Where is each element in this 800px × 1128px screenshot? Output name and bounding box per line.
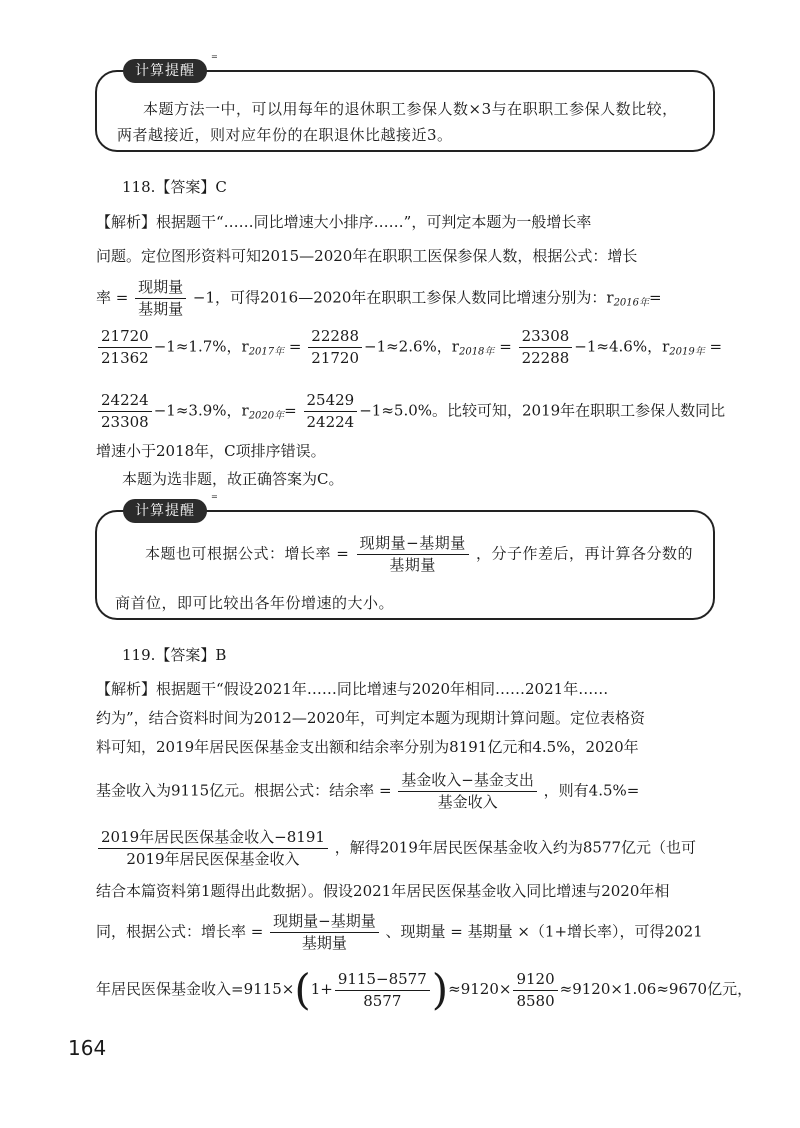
fraction-denominator: 21720 (311, 349, 359, 367)
q119-analysis-line-4 (96, 771, 639, 812)
result-2020: −1≈5.0%。比较可知，2019年在职职工参保人数同比 (359, 401, 726, 420)
reminder-2-line-2: 商首位，即可比较出各年份增速的大小。 (115, 594, 395, 612)
reminder-tab-1: 计算提醒 (123, 59, 207, 83)
q118-formula-line-2 (96, 391, 725, 432)
fraction-numerator: 23308 (519, 327, 573, 348)
subscript-2019: 2019年 (669, 346, 705, 358)
sparkle-icon: ⁼ (211, 52, 218, 67)
q119-analysis-line-1: 【解析】根据题干“假设2021年……同比增速与2020年相同……2021年…… (96, 680, 609, 698)
fraction-numerator: 基金收入−基金支出 (398, 771, 537, 792)
fraction-2017 (308, 327, 362, 368)
q118-rate-label: 率 = (96, 288, 129, 307)
calc-reminder-box-1 (95, 52, 715, 152)
subscript-2017: 2017年 (248, 346, 285, 358)
fraction-denominator: 8580 (516, 991, 555, 1010)
equals-sign: = (499, 337, 512, 356)
q119-answer-label: 119.【答案】B (122, 646, 227, 664)
fraction-2018 (519, 327, 573, 368)
subscript-2018: 2018年 (458, 346, 495, 358)
fraction-numerator: 现期量−基期量 (357, 534, 469, 555)
subscript-2020: 2020年 (248, 410, 285, 422)
q118-analysis-line-2: 问题。定位图形资料可知2015—2020年在职职工医保参保人数，根据公式：增长 (96, 247, 638, 265)
calc-reminder-box-2 (95, 492, 715, 620)
fraction-growth (335, 970, 430, 1011)
q119-line-4-prefix: 基金收入为9115亿元。根据公式：结余率 = (96, 781, 392, 800)
q119-line-8-prefix: 年居民医保基金收入=9115× (96, 980, 295, 998)
q118-analysis-line-5: 增速小于2018年，C项排序错误。 (96, 442, 326, 460)
fraction-numerator: 24224 (98, 391, 152, 412)
fraction-current-over-base (135, 278, 186, 319)
q118-formula-line-1 (96, 327, 722, 368)
fraction-denominator: 23308 (101, 413, 149, 431)
approx-mid: ≈9120× (448, 980, 512, 998)
q119-line-4-suffix: ，则有4.5%= (543, 781, 640, 800)
q119-analysis-line-3: 料可知，2019年居民医保基金支出额和结余率分别为8191亿元和4.5%，2020年 (96, 738, 639, 756)
fraction-2019 (98, 391, 152, 432)
q118-answer-label: 118.【答案】C (122, 178, 227, 196)
fraction-2020 (304, 391, 358, 432)
result-2016: −1≈1.7%，r (153, 337, 249, 356)
q119-analysis-line-7 (96, 912, 703, 953)
fraction-growth-rate (357, 534, 469, 575)
result-2018: −1≈4.6%，r (574, 337, 670, 356)
right-paren: ) (431, 965, 449, 1014)
fraction-denominator: 21362 (101, 349, 149, 367)
fraction-numerator: 22288 (308, 327, 362, 348)
q119-line-7-prefix: 同，根据公式：增长率 = (96, 922, 264, 941)
q118-line-3-text: −1，可得2016—2020年在职职工参保人数同比增速分别为：r (192, 288, 614, 307)
fraction-numerator: 现期量 (135, 278, 186, 299)
left-paren: ( (294, 965, 311, 1014)
reminder-2-prefix: 本题也可根据公式：增长率 = (145, 544, 350, 563)
equals-sign: = (288, 337, 302, 356)
q119-analysis-line-5 (96, 828, 696, 869)
fraction-2019-income (98, 828, 328, 869)
fraction-denominator: 8577 (363, 991, 402, 1010)
q118-conclusion: 本题为选非题，故正确答案为C。 (122, 470, 344, 488)
q119-line-8-suffix: ≈9120×1.06≈9670亿元， (559, 980, 753, 998)
equals-sign: = (284, 401, 297, 420)
q119-analysis-line-8 (96, 965, 753, 1014)
fraction-denominator: 22288 (521, 349, 570, 367)
fraction-denominator: 基期量 (138, 300, 184, 318)
q119-line-5-suffix: ，解得2019年居民医保基金收入约为8577亿元（也可 (334, 838, 697, 857)
reminder-2-suffix: ，分子作差后，再计算各分数的 (475, 544, 693, 563)
q119-line-7-suffix: 、现期量 = 基期量 ×（1+增长率），可得2021 (385, 922, 703, 941)
page-number: 164 (68, 1036, 107, 1060)
reminder-1-line-2: 两者越接近，则对应年份的在职退休比越接近3。 (117, 126, 453, 144)
q119-analysis-line-2: 约为”，结合资料时间为2012—2020年，可判定本题为现期计算问题。定位表格资 (96, 709, 646, 727)
q118-analysis-line-1: 【解析】根据题干“……同比增速大小排序……”，可判定本题为一般增长率 (96, 213, 592, 231)
fraction-numerator: 25429 (304, 391, 358, 412)
q118-analysis-line-3 (96, 278, 662, 319)
equals-sign: = (649, 288, 662, 307)
reminder-tab-2: 计算提醒 (123, 499, 207, 523)
fraction-denominator: 24224 (306, 413, 355, 431)
fraction-numerator: 21720 (98, 327, 152, 348)
fraction-denominator: 基期量 (389, 556, 436, 574)
fraction-surplus-rate (398, 771, 537, 812)
result-2019: −1≈3.9%，r (153, 401, 249, 420)
fraction-numerator: 9115−8577 (335, 970, 430, 991)
equals-sign: = (709, 337, 723, 356)
fraction-denominator: 基金收入 (437, 793, 498, 811)
fraction-numerator: 2019年居民医保基金收入−8191 (98, 828, 328, 849)
fraction-denominator: 2019年居民医保基金收入 (126, 850, 300, 868)
subscript-2016: 2016年 (613, 297, 650, 309)
fraction-denominator: 基期量 (301, 934, 347, 952)
sparkle-icon: ⁼ (211, 492, 218, 507)
result-2017: −1≈2.6%，r (364, 337, 459, 356)
fraction-2016 (98, 327, 152, 368)
reminder-1-line-1: 本题方法一中，可以用每年的退休职工参保人数×3与在职职工参保人数比较， (143, 100, 678, 118)
fraction-ratio (513, 970, 557, 1011)
fraction-numerator: 9120 (513, 970, 557, 991)
reminder-2-line-1 (145, 534, 693, 575)
fraction-numerator: 现期量−基期量 (270, 912, 379, 933)
q119-analysis-line-6: 结合本篇资料第1题得出此数据）。假设2021年居民医保基金收入同比增速与2020年相 (96, 882, 670, 900)
fraction-growth-rate (270, 912, 379, 953)
one-plus: 1+ (310, 980, 333, 998)
